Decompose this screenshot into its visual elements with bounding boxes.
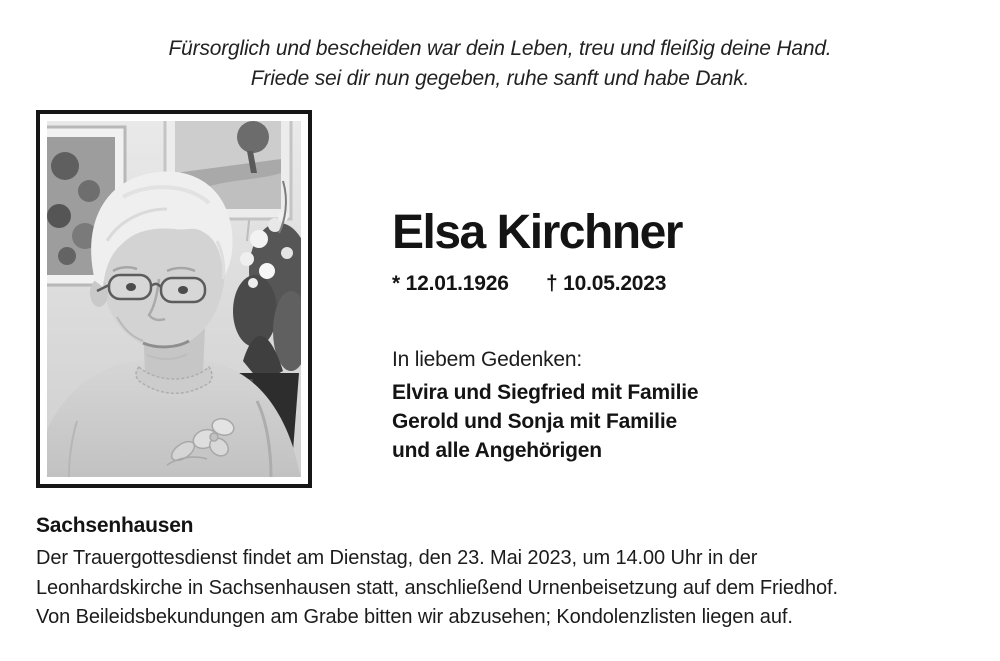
birth-symbol: * bbox=[392, 272, 400, 295]
service-line-1: Der Trauergottesdienst findet am Dienstag, den 23. Mai 2023, um 14.00 Uhr in der bbox=[36, 547, 758, 569]
memorial-intro: In liebem Gedenken: bbox=[392, 348, 582, 371]
service-info-section bbox=[36, 511, 966, 633]
service-line-3: Von Beileidsbekundungen am Grabe bitten wir abzusehen; Kondolenzlisten liegen auf. bbox=[36, 606, 793, 628]
portrait-photo-illustration bbox=[47, 121, 301, 477]
service-line-2: Leonhardskirche in Sachsenhausen statt, anschließend Urnenbeisetzung auf dem Friedhof. bbox=[36, 576, 838, 599]
memorial-section bbox=[392, 345, 698, 465]
portrait-photo bbox=[36, 110, 312, 488]
death-symbol: † bbox=[546, 272, 558, 295]
mourner-line-3: und alle Angehörigen bbox=[392, 439, 602, 462]
service-town: Sachsenhausen bbox=[36, 514, 194, 537]
death-date: 10.05.2023 bbox=[563, 272, 667, 295]
epigraph-line-1: Fürsorglich und bescheiden war dein Leben, treu und fleißig deine Hand. bbox=[168, 37, 832, 60]
epigraph-verse bbox=[0, 34, 1000, 94]
deceased-header bbox=[392, 206, 682, 296]
mourner-line-2: Gerold und Sonja mit Familie bbox=[392, 410, 677, 433]
epigraph-line-2: Friede sei dir nun gegeben, ruhe sanft und habe Dank. bbox=[250, 67, 750, 90]
mourner-line-1: Elvira und Siegfried mit Familie bbox=[392, 381, 699, 404]
deceased-name: Elsa Kirchner bbox=[392, 206, 682, 259]
birth-date: 12.01.1926 bbox=[405, 272, 509, 295]
life-dates bbox=[392, 272, 682, 296]
